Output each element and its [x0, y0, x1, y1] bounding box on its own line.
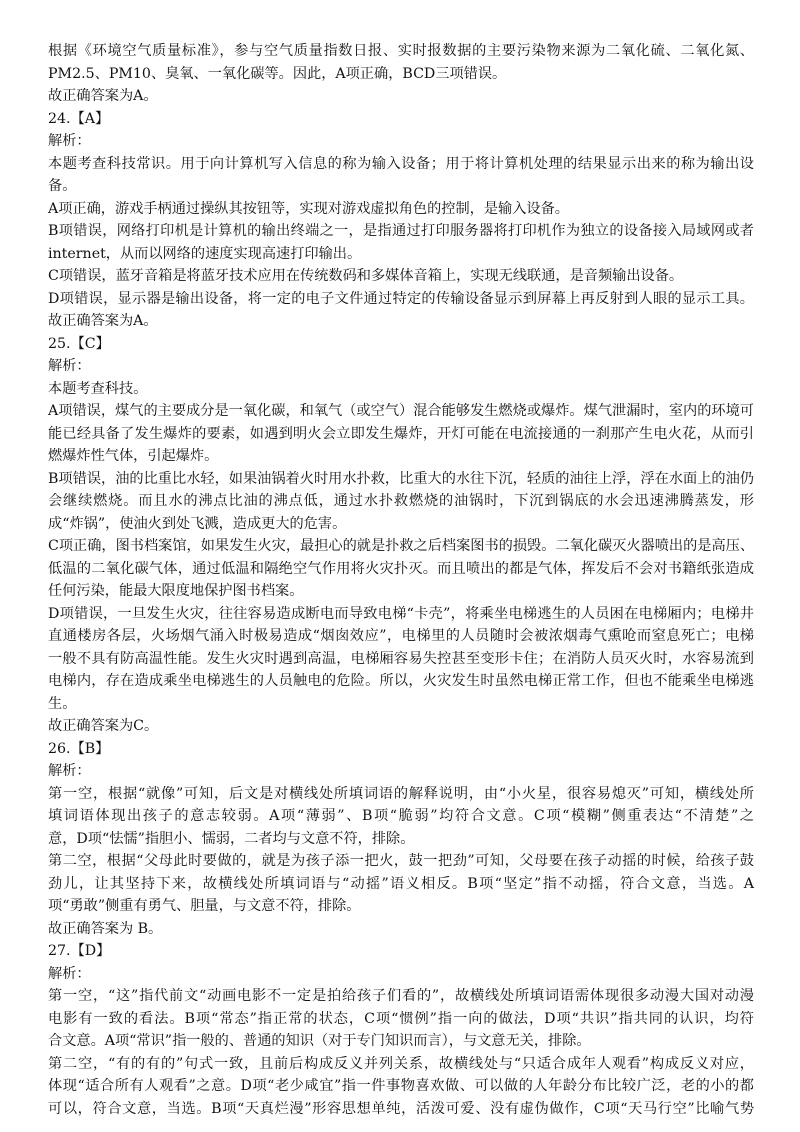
text-line: 低温的二氧化碳气体，通过低温和隔绝空气作用将火灾扑灭。而且喷出的都是气体，挥发后不会对书籍纸张造成 [48, 560, 754, 577]
text-line: PM2.5、PM10、臭氧、一氧化碳等。因此，A项正确，BCD三项错误。 [48, 65, 507, 82]
text-line: 26.【B】 [48, 740, 110, 757]
text-line: B项错误，网络打印机是计算机的输出终端之一，是指通过打印服务器将打印机作为独立的设备接入局域网或者 [48, 223, 754, 239]
text-line: A项错误，煤气的主要成分是一氧化碳，和氧气（或空气）混合能够发生燃烧或爆炸。煤气泄漏时，室内的环境可 [48, 403, 754, 419]
text-line: 解析： [48, 358, 91, 374]
text-line: 第二空，“有的有的”句式一致，且前后构成反义并列关系，故横线处与“只适合成年人观看”构成反义对应， [48, 1055, 754, 1072]
text-line: C项正确，图书档案馆，如果发生火灾，最担心的就是扑救之后档案图书的损毁。二氧化碳灭火器喷出的是高压、 [48, 538, 755, 554]
text-line: internet，从而以网络的速度实现高速打印输出。 [48, 245, 362, 262]
text-line: 第二空，根据“父母此时要做的，就是为孩子添一把火，鼓一把劲”可知，父母要在孩子动摇的时候，给孩子鼓 [48, 853, 754, 869]
text-line: 故正确答案为A。 [48, 313, 158, 329]
text-line: D项错误，一旦发生火灾，往往容易造成断电而导致电梯“卡壳”，将乘坐电梯逃生的人员困在电梯厢内；电梯井 [48, 605, 754, 622]
text-line: 能已经具备了发生爆炸的要素，如遇到明火会立即发生爆炸，开灯可能在电流接通的一刹那产生电火花，从而引 [48, 425, 754, 442]
text-line: 可以，符合文意，当选。B项“天真烂漫”形容思想单纯，活泼可爱、没有虚伪做作，C项“天马行空”比喻气势 [48, 1100, 755, 1117]
text-line: B项错误，油的比重比水轻，如果油锅着火时用水扑救，比重大的水往下沉，轻质的油往上浮，浮在水面上的油仍 [48, 470, 754, 487]
text-line: 合文意。A项“常识”指一般的、普通的知识（对于专门知识而言），与文意无关，排除。 [48, 1033, 591, 1049]
text-line: 一般不具有防高温性能。发生火灾时遇到高温，电梯厢容易失控甚至变形卡住；在消防人员灭火时，水容易流到 [48, 650, 754, 667]
text-line: A项正确，游戏手柄通过操纵其按钮等，实现对游戏虚拟角色的控制，是输入设备。 [48, 200, 569, 217]
text-line: 电梯内，存在造成乘坐电梯逃生的人员触电的危险。所以，火灾发生时虽然电梯正常工作，但也不能乘坐电梯逃 [48, 673, 754, 689]
text-line: 解析： [48, 965, 91, 982]
text-line: 成“炸锅”，使油火到处飞溅，造成更大的危害。 [48, 515, 347, 532]
text-line: 燃爆炸性气体，引起爆炸。 [48, 448, 219, 464]
text-line: 25.【C】 [48, 335, 110, 352]
text-line: 故正确答案为C。 [48, 718, 159, 734]
text-line: 生。 [48, 695, 77, 712]
text-line: C项错误，蓝牙音箱是将蓝牙技术应用在传统数码和多媒体音箱上，实现无线联通，是音频输出设备。 [48, 268, 684, 284]
text-line: 本题考查科技。 [48, 380, 148, 397]
text-line: 故正确答案为A。 [48, 88, 158, 104]
text-line: 备。 [48, 178, 77, 194]
text-line: 27.【D】 [48, 943, 111, 959]
text-line: 会继续燃烧。而且水的沸点比油的沸点低，通过水扑救燃烧的油锅时，下沉到锅底的水会迅速沸腾蒸发，形 [48, 493, 754, 509]
text-line: 解析： [48, 133, 91, 149]
text-line: 填词语体现出孩子的意志较弱。A项“薄弱”、B项“脆弱”均符合文意。C项“模糊”侧重表达“不清楚”之 [48, 808, 754, 824]
text-line: D项错误，显示器是输出设备，将一定的电子文件通过特定的传输设备显示到屏幕上再反射到人眼的显示工具。 [48, 290, 754, 307]
text-line: 本题考查科技常识。用于向计算机写入信息的称为输入设备；用于将计算机处理的结果显示出来的称为输出设 [48, 155, 754, 172]
text-line: 24.【A】 [48, 110, 110, 127]
document-body [48, 40, 754, 1120]
text-line: 故正确答案为 B。 [48, 920, 163, 937]
text-line: 第一空，“这”指代前文“动画电影不一定是拍给孩子们看的”，故横线处所填词语需体现很多动漫大国对动漫 [48, 988, 754, 1004]
text-line: 根据《环境空气质量标准》，参与空气质量指数日报、实时报数据的主要污染物来源为二氧化硫、二氧化氮、 [48, 43, 754, 59]
text-line: 体现“适合所有人观看”之意。D项“老少咸宜”指一件事物喜欢做、可以做的人年龄分布比较广泛，老的小的都 [48, 1078, 754, 1094]
text-line: 解析： [48, 763, 91, 779]
text-line: 直通楼房各层，火场烟气涌入时极易造成“烟囱效应”，电梯里的人员随时会被浓烟毒气熏呛而窒息死亡；电梯 [48, 628, 754, 644]
text-line: 第一空，根据“就像”可知，后文是对横线处所填词语的解释说明，由“小火星，很容易熄灭”可知，横线处所 [48, 785, 754, 802]
text-line: 任何污染，能最大限度地保护图书档案。 [48, 583, 304, 599]
text-line: 项“勇敢”侧重有勇气、胆量，与文意不符，排除。 [48, 898, 361, 914]
text-line: 劲儿，让其坚持下来，故横线处所填词语与“动摇”语义相反。B项“坚定”指不动摇，符合文意，当选。A [48, 875, 754, 892]
text-line: 意，D项“怯懦”指胆小、懦弱，二者均与文意不符，排除。 [48, 830, 415, 847]
text-line: 电影有一致的看法。B项“常态”指正常的状态，C项“惯例”指一向的做法，D项“共识”指共同的认识，均符 [48, 1010, 754, 1027]
